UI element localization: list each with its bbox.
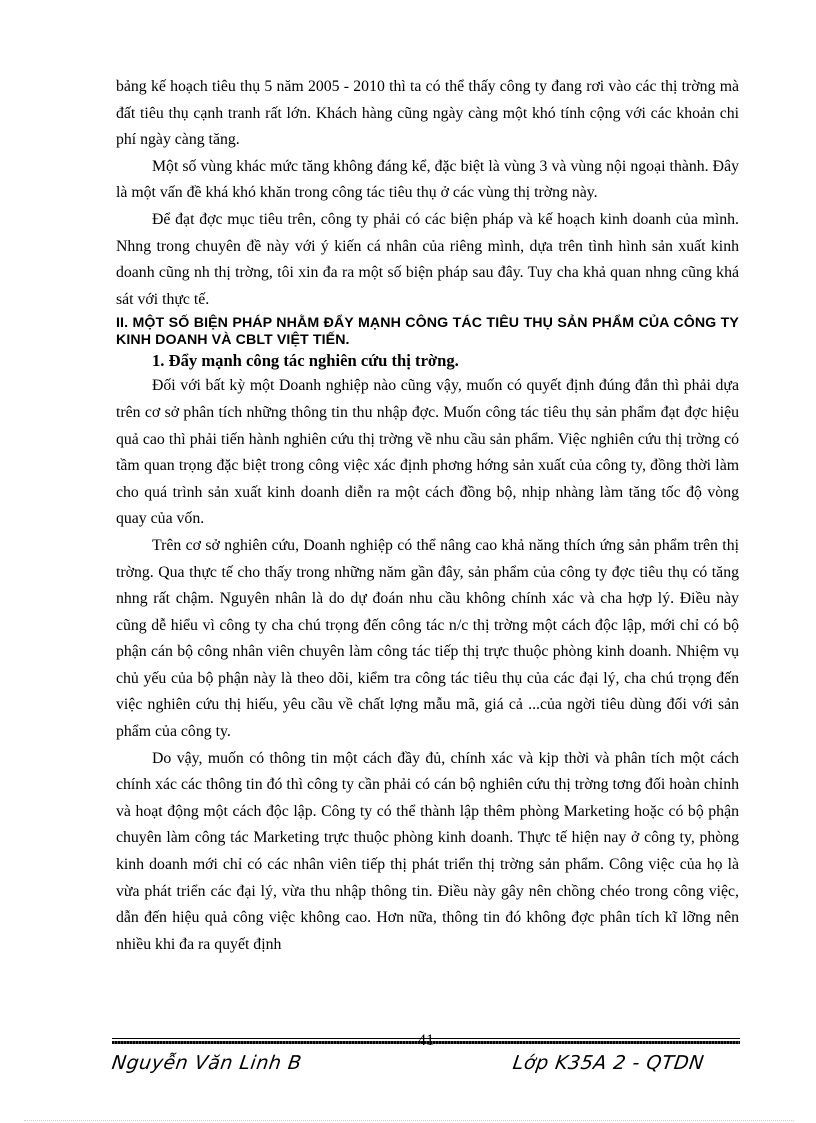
page-number: 41 [418,1032,434,1049]
paragraph-research-basis: Trên cơ sở nghiên cứu, Doanh nghiệp có thể nâng cao khả năng thích ứng sản phẩm trên thị trờng. Qua thực tế cho thấy trong những năm gần đây, sản phẩm của công ty đợc tiêu thụ có tăng nhng rất chậm. Nguyên nhân là do dự đoán nhu cầu không chính xác và cha hợp lý. Điều này cũng dễ hiểu vì công ty cha chú trọng đến công tác n/c thị trờng một cách độc lập, mới chỉ có bộ phận cán bộ công nhân viên chuyên làm công tác tiếp thị trực thuộc phòng kinh doanh. Nhiệm vụ chủ yếu của bộ phận này là theo dõi, kiểm tra công tác tiêu thụ của các đại lý, cha chú trọng đến việc nghiên cứu thị hiếu, yêu cầu về chất lợng mẫu mã, giá cả ...của ngời tiêu dùng đối với sản phẩm của công ty. [116,536,739,741]
section-heading: II. MỘT SỐ BIỆN PHÁP NHẰM ĐẨY MẠNH CÔNG TÁC TIÊU THỤ SẢN PHẨM CỦA CÔNG TY KINH DOANH VÀ CBLT VIỆT TIẾN. [116,315,739,349]
paragraph-marketing-department: Do vậy, muốn có thông tin một cách đầy đủ, chính xác và kịp thời và phân tích một cách chính xác các thông tin đó thì công ty cần phải có cán bộ nghiên cứu thị trờng tơng đối hoàn chỉnh và hoạt động một cách độc lập. Công ty có thể thành lập thêm phòng Marketing hoặc có bộ phận chuyên làm công tác Marketing trực thuộc phòng kinh doanh. Thực tế hiện nay ở công ty, phòng kinh doanh mới chỉ có các nhân viên tiếp thị phát triển thị trờng sản phẩm. Công việc của họ là vừa phát triển các đại lý, vừa thu nhập thông tin. Điều này gây nên chồng chéo trong công việc, dẫn đến hiệu quả công việc không cao. Hơn nữa, thông tin đó không đợc phân tích kĩ lỡng nên nhiều khi đa ra quyết định [116,749,739,953]
paragraph-continuation: bảng kế hoạch tiêu thụ 5 năm 2005 - 2010 thì ta có thể thấy công ty đang rơi vào các thị trờng mà đất tiêu thụ cạnh tranh rất lớn. Khách hàng cũng ngày càng một khó tính cộng với các khoản chi phí ngày càng tăng. [116,78,739,149]
footer-author: Nguyễn Văn Linh B [110,1052,304,1074]
document-page [116,74,739,958]
page-footer [110,1032,740,1088]
paragraph-goals: Để đạt đợc mục tiêu trên, công ty phải có các biện pháp và kế hoạch kinh doanh của mình. Nhng trong chuyên đề này với ý kiến cá nhân của riêng mình, dựa trên tình hình sản xuất kinh doanh cũng nh thị trờng, tôi xin đa ra một số biện pháp sau đây. Tuy cha khả quan nhng cũng khá sát với thực tế. [116,210,739,308]
sub-heading: 1. Đẩy mạnh công tác nghiên cứu thị trờng. [152,351,459,371]
paragraph-market-research: Đối với bất kỳ một Doanh nghiệp nào cũng vậy, muốn có quyết định đúng đắn thì phải dựa trên cơ sở phân tích những thông tin thu nhập đợc. Muốn công tác tiêu thụ sản phẩm đạt đợc hiệu quả cao thì phải tiến hành nghiên cứu thị trờng về nhu cầu sản phẩm. Việc nghiên cứu thị trờng có tầm quan trọng đặc biệt trong công việc xác định phơng hớng sản xuất của công ty, đồng thời làm cho quá trình sản xuất kinh doanh diễn ra một cách đồng bộ, nhịp nhàng làm tăng tốc độ vòng quay của vốn. [116,377,739,528]
page-bottom-border [24,1120,794,1122]
footer-class-label: Lớp K35A 2 - QTDN [511,1052,706,1074]
paragraph-regional-growth: Một số vùng khác mức tăng không đáng kể, đặc biệt là vùng 3 và vùng nội ngoại thành. Đây là một vấn đề khá khó khăn trong công tác tiêu thụ ở các vùng thị trờng này. [116,157,739,202]
